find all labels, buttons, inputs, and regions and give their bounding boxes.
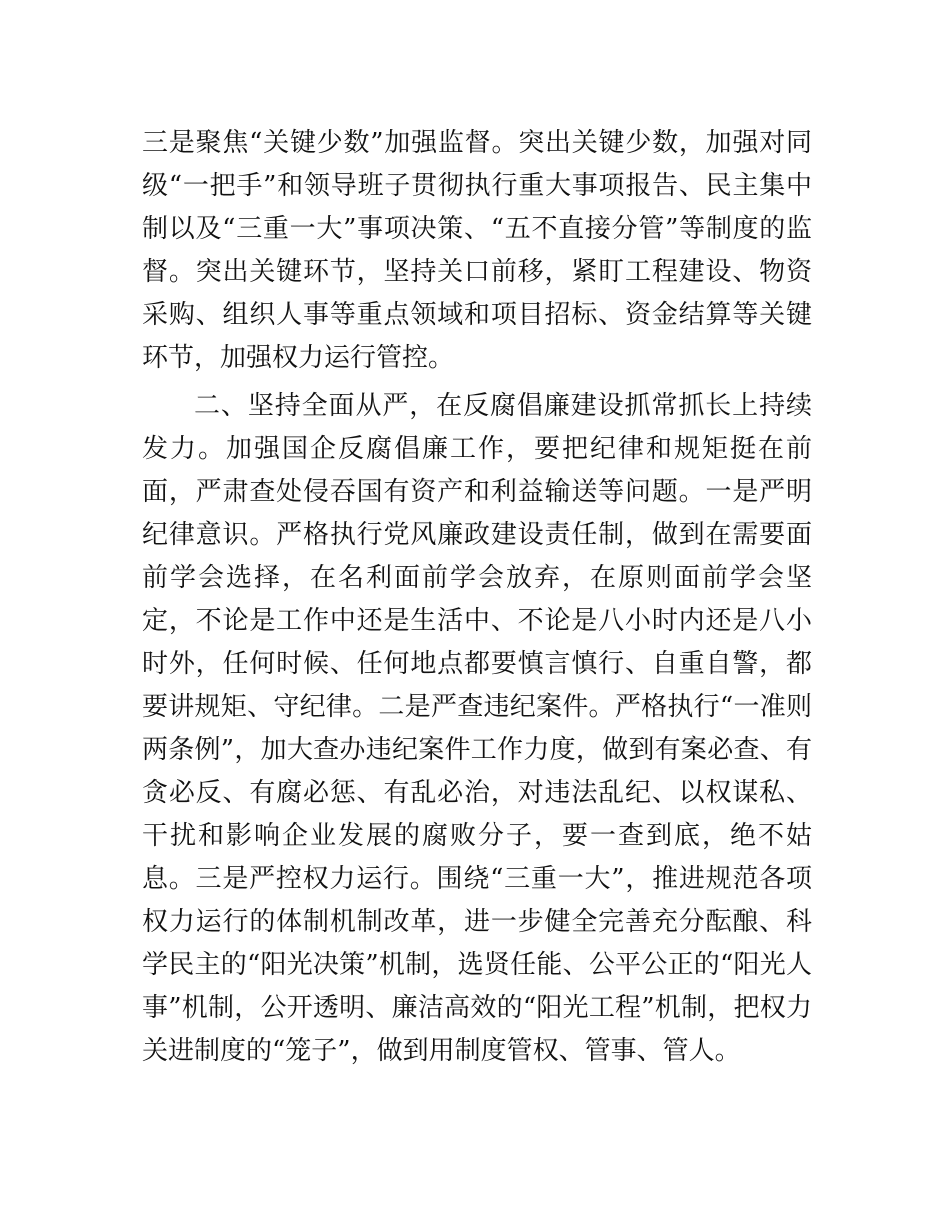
paragraph-anti-corruption: 二、坚持全面从严，在反腐倡廉建设抓常抓长上持续发力。加强国企反腐倡廉工作，要把纪律和规矩挺在前面，严肃查处侵吞国有资产和利益输送等问题。一是严明纪律意识。严格执行党风廉政建设责任制，做到在需要面前学会选择，在名利面前学会放弃，在原则面前学会坚定，不论是工作中还是生活中、不论是八小时内还是八小时外，任何时候、任何地点都要慎言慎行、自重自警，都要讲规矩、守纪律。二是严查违纪案件。严格执行“一准则两条例”，加大查办违纪案件工作力度，做到有案必查、有贪必反、有腐必惩、有乱必治，对违法乱纪、以权谋私、干扰和影响企业发展的腐败分子，要一查到底，绝不姑息。三是严控权力运行。围绕“三重一大”，推进规范各项权力运行的体制机制改革，进一步健全完善充分酝酿、科学民主的“阳光决策”机制，选贤任能、公平公正的“阳光人事”机制，公开透明、廉洁高效的“阳光工程”机制，把权力关进制度的“笼子”，做到用制度管权、管事、管人。 [142,391,812,1066]
paragraph-key-minority-supervision: 三是聚焦“关键少数”加强监督。突出关键少数，加强对同级“一把手”和领导班子贯彻执行重大事项报告、民主集中制以及“三重一大”事项决策、“五不直接分管”等制度的监督。突出关键环节，坚持关口前移，紧盯工程建设、物资采购、组织人事等重点领域和项目招标、资金结算等关键环节，加强权力运行管控。 [142,128,812,373]
